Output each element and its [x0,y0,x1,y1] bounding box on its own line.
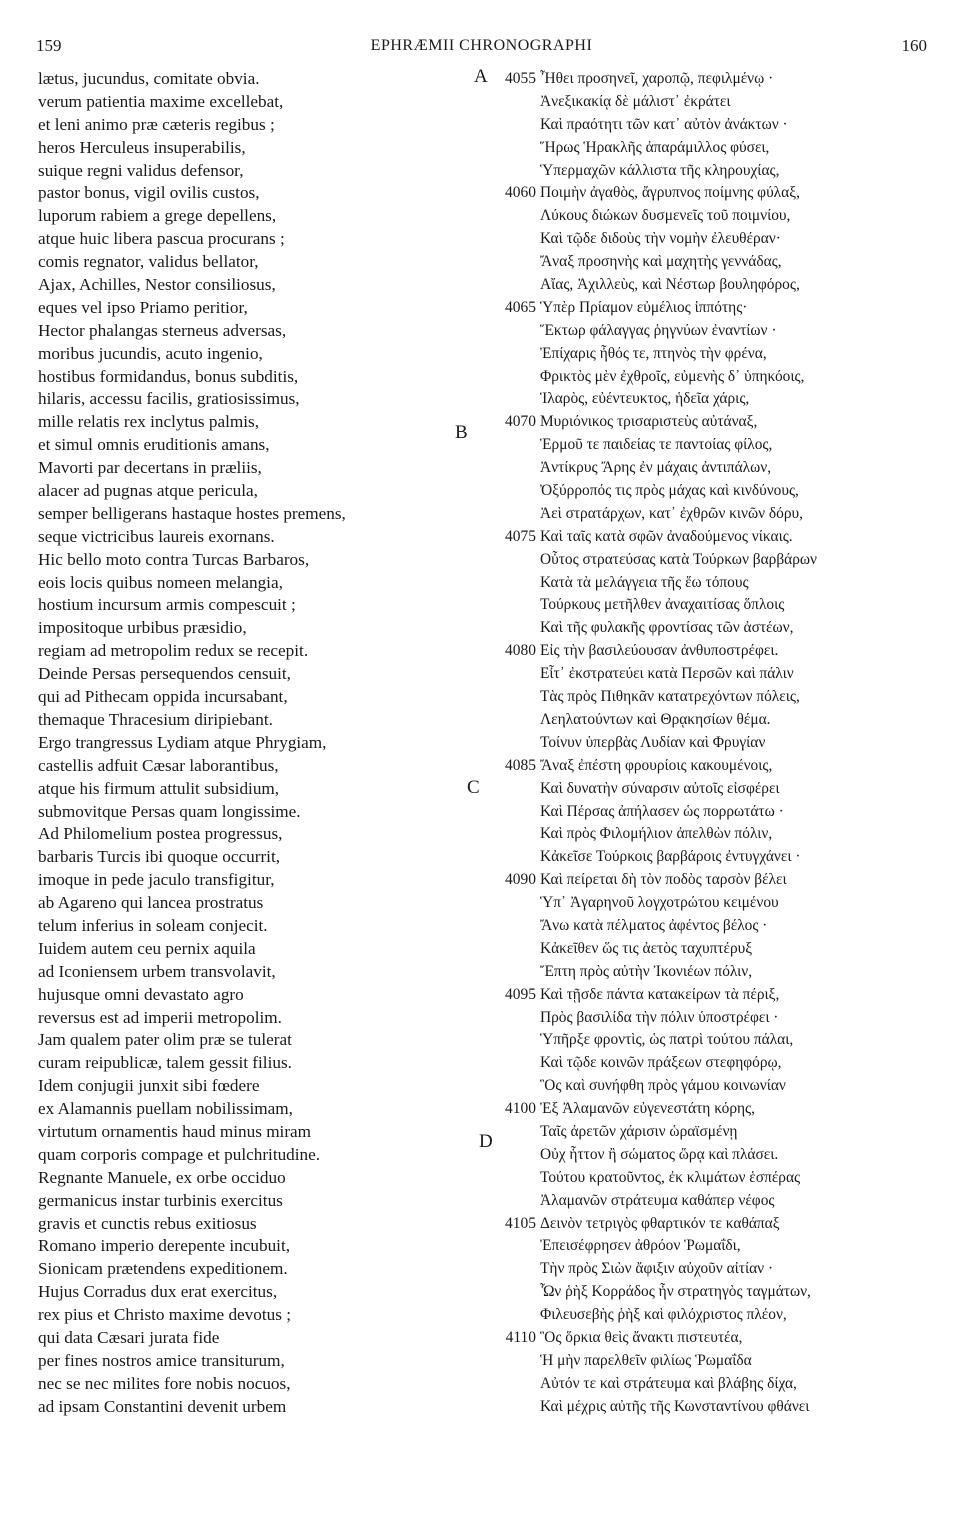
verse-number: 4100 [505,1100,536,1118]
greek-line-text: Ὑπῆρξε φροντὶς, ὡς πατρὶ τούτου πάλαι, [540,1031,794,1049]
latin-line: quam corporis compage et pulchritudine. [38,1144,321,1164]
greek-line-text: Φιλευσεβὴς ῥὴξ καὶ φιλόχριστος πλέον, [540,1306,787,1324]
greek-line-text: Ἀντίκρυς Ἄρης ἐν μάχαις ἀντιπάλων, [540,459,772,477]
greek-line [478,709,928,732]
greek-line-text: Μυριόνικος τρισαριστεὺς αὐτάναξ, [540,413,758,431]
greek-line-text: Ἕκτωρ φάλαγγας ῥηγνύων ἐναντίων · [540,321,777,339]
greek-line-text: Καὶ τῆς φυλακῆς φροντίσας τῶν ἀστέων, [540,619,794,637]
verse-number: 4055 [505,70,536,87]
greek-line-text: Ἀεὶ στρατάρχων, κατ᾽ ἐχθρῶν κινῶν δόρυ, [540,504,804,522]
latin-line: Sionicam prætendens expeditionem. [38,1259,288,1279]
greek-line [478,755,928,778]
greek-line-text: Ἔπτη πρὸς αὐτὴν Ἰκονιέων πόλιν, [540,962,753,980]
greek-line-text: Καὶ ταῖς κατὰ σφῶν ἀναδούμενος νίκαις. [540,527,793,545]
greek-line-text: Καὶ πραότητι τῶν κατ᾽ αὐτὸν ἀνάκτων · [540,115,788,133]
greek-line [478,572,928,595]
latin-line: curam reipublicæ, talem gessit filius. [38,1053,292,1073]
greek-line [478,1235,928,1258]
greek-line [478,869,928,892]
greek-line [478,228,928,251]
greek-line [478,480,928,503]
greek-line [478,1007,928,1030]
verse-number: 4085 [505,756,536,774]
greek-line [478,823,928,846]
latin-line: Idem conjugii junxit sibi fœdere [38,1076,260,1096]
greek-line [478,1396,928,1419]
greek-line [478,663,928,686]
greek-text-column [478,68,928,1419]
latin-line: barbaris Turcis ibi quoque occurrit, [38,847,281,867]
latin-line: mille relatis rex inclytus palmis, [38,412,260,432]
latin-line: suique regni validus defensor, [38,160,244,180]
latin-line: Hujus Corradus dux erat exercitus, [38,1282,278,1302]
greek-line-text: Ἀλαμανῶν στράτευμα καθάπερ νέφος [540,1191,775,1209]
latin-line: moribus jucundis, acuto ingenio, [38,343,263,363]
latin-line: luporum rabiem a grege depellens, [38,206,277,226]
greek-line-text: Καὶ τῇσδε πάντα κατακείρων τὰ πέριξ, [540,985,780,1003]
greek-line [478,732,928,755]
greek-line [478,617,928,640]
running-title: EPHRÆMII CHRONOGRAPHI [370,37,593,54]
page-number-right: 160 [901,36,927,55]
greek-line [478,526,928,549]
latin-line: submovitque Persas quam longissime. [38,801,301,821]
greek-line-text: Φρικτὸς μὲν ἐχθροῖς, εὐμενὴς δ᾽ ὑπηκόοις, [540,367,805,385]
latin-line: virtutum ornamentis haud minus miram [38,1121,312,1141]
latin-line: ex Alamannis puellam nobilissimam, [38,1099,293,1119]
greek-line-text: Κατὰ τὰ μελάγγεια τῆς ἕω τόπους [540,573,749,591]
latin-line: germanicus instar turbinis exercitus [38,1190,283,1210]
greek-line-text: Ὃς ὅρκια θεὶς ἄνακτι πιστευτέα, [540,1328,743,1346]
greek-line-text: Αὐτόν τε καὶ στράτευμα καὶ βλάβης δίχα, [540,1374,797,1392]
greek-line [478,205,928,228]
greek-line [478,91,928,114]
latin-line: hostibus formidandus, bonus subditis, [38,366,299,386]
greek-line [478,1029,928,1052]
greek-line [478,1144,928,1167]
verse-number: 4110 [505,1328,536,1346]
latin-line: qui ad Pithecam oppida incursabant, [38,687,288,707]
greek-line-text: Δεινὸν τετριγὸς φθαρτικόν τε καθάπαξ [540,1214,780,1232]
latin-line: Ajax, Achilles, Nestor consiliosus, [38,275,276,295]
greek-line [478,1098,928,1121]
latin-line: hujusque omni devastato agro [38,984,244,1004]
greek-line-text: Οὐχ ἧττον ἢ σώματος ὥρᾳ καὶ πλάσει. [540,1145,779,1163]
latin-line: castellis adfuit Cæsar laborantibus, [38,755,279,775]
greek-line [478,503,928,526]
greek-line [478,137,928,160]
latin-line: Ad Philomelium postea progressus, [38,824,283,844]
greek-line-text: Καὶ πρὸς Φιλομήλιον ἀπελθὼν πόλιν, [540,825,773,843]
greek-line [478,961,928,984]
verse-number: 4070 [505,413,536,431]
latin-translation-column [38,68,468,1419]
greek-line [478,1327,928,1350]
greek-line-text: Εἰς τὴν βασιλεύουσαν ἀνθυποστρέφει. [540,642,779,660]
greek-line [478,1052,928,1075]
greek-line-text: Ταῖς ἀρετῶν χάρισιν ὡραϊσμένῃ [540,1122,738,1140]
latin-line: ad ipsam Constantini devenit urbem [38,1396,287,1416]
latin-line: Romano imperio derepente incubuit, [38,1236,291,1256]
verse-number: 4075 [505,527,536,545]
greek-line-text: Καὶ δυνατὴν σύναρσιν αὐτοῖς εἰσφέρει [540,779,780,797]
latin-line: Hector phalangas sterneus adversas, [38,320,287,340]
latin-line: atque his firmum attulit subsidium, [38,778,280,798]
latin-line: ad Iconiensem urbem transvolavit, [38,961,276,981]
greek-line [478,801,928,824]
latin-line: qui data Cæsari jurata fide [38,1327,220,1347]
verse-number: 4090 [505,871,536,889]
greek-line [478,160,928,183]
greek-line-text: Ὑπ᾽ Ἀγαρηνοῦ λογχοτρώτου κειμένου [540,894,779,912]
greek-line [478,182,928,205]
latin-line: semper belligerans hastaque hostes premens, [38,503,346,523]
latin-line: reversus est ad imperii metropolim. [38,1007,282,1027]
latin-line: heros Herculeus insuperabilis, [38,137,246,157]
latin-line: pastor bonus, vigil ovilis custos, [38,183,260,203]
page-number-left: 159 [36,36,62,55]
latin-line: Deinde Persas persequendos censuit, [38,664,291,684]
latin-line: Hic bello moto contra Turcas Barbaros, [38,549,310,569]
greek-line [478,594,928,617]
latin-line: Jam qualem pater olim præ se tulerat [38,1030,292,1050]
greek-line-text: Ὀξύρροπός τις πρὸς μάχας καὶ κινδύνους, [540,482,799,500]
greek-line-text: Ἥρως Ἡρακλῆς ἀπαράμιλλος φύσει, [540,138,770,156]
greek-line-text: Κἀκεῖθεν ὥς τις ἀετὸς ταχυπτέρυξ [540,939,753,957]
greek-line-text: Τὰς πρὸς Πιθηκᾶν κατατρεχόντων πόλεις, [540,688,800,706]
verse-number: 4095 [505,985,536,1003]
margin-letter-a: A [474,66,488,87]
greek-line [478,343,928,366]
latin-line: lætus, jucundus, comitate obvia. [38,69,260,88]
latin-line: rex pius et Christo maxime devotus ; [38,1305,292,1325]
greek-line [478,1121,928,1144]
greek-line-text: Πρὸς βασιλίδα τὴν πόλιν ὑποστρέφει · [540,1008,779,1026]
latin-line: verum patientia maxime excellebat, [38,91,284,111]
greek-line-text: Καὶ Πέρσας ἀπήλασεν ὡς πορρωτάτω · [540,802,784,820]
latin-line: et leni animo præ cæteris regibus ; [38,114,275,134]
greek-line-text: Τὴν πρὸς Σιὼν ἄφιξιν αὐχοῦν αἰτίαν · [540,1260,774,1278]
verse-number: 4080 [505,642,536,660]
latin-line: seque victricibus laureis exornans. [38,526,275,546]
latin-line: atque huic libera pascua procurans ; [38,229,285,249]
greek-line-text: Ἐπεισέφρησεν ἀθρόον Ῥωμαΐδι, [540,1237,741,1255]
greek-line-text: Ἐξ Ἀλαμανῶν εὐγενεστάτη κόρης, [540,1100,755,1118]
greek-line-text: Τοίνυν ὑπερβὰς Λυδίαν καὶ Φρυγίαν [540,733,766,751]
greek-line [478,549,928,572]
greek-line [478,366,928,389]
greek-line-text: Ἦθει προσηνεῖ, χαροπῷ, πεφιλμένῳ · [540,70,774,87]
latin-line: ab Agareno qui lancea prostratus [38,893,264,913]
greek-line-text: Οὗτος στρατεύσας κατὰ Τούρκων βαρβάρων [540,550,817,568]
latin-line: comis regnator, validus bellator, [38,252,259,272]
greek-line [478,686,928,709]
greek-line [478,778,928,801]
greek-line [478,1075,928,1098]
latin-line: impositoque urbibus præsidio, [38,618,247,638]
greek-line-text: Ἱλαρὸς, εὐέντευκτος, ἡδεῖα χάρις, [540,390,750,408]
latin-line: alacer ad pugnas atque pericula, [38,481,258,501]
greek-line-text: Τούτου κρατοῦντος, ἐκ κλιμάτων ἑσπέρας [540,1168,801,1186]
latin-line: Regnante Manuele, ex orbe occiduo [38,1167,286,1187]
greek-line-text: Ἄναξ προσηνὴς καὶ μαχητὴς γεννάδας, [540,253,782,271]
greek-line [478,892,928,915]
greek-line-text: Ἄνω κατὰ πέλματος ἀφέντος βέλος · [540,916,768,934]
greek-line [478,1281,928,1304]
greek-line [478,457,928,480]
greek-line [478,274,928,297]
greek-line-text: Καὶ πείρεται δὴ τὸν ποδὸς ταρσὸν βέλει [540,871,787,889]
greek-line [478,1213,928,1236]
latin-line: Mavorti par decertans in præliis, [38,458,262,478]
latin-line: eois locis quibus nomeen melangia, [38,572,283,592]
greek-line-text: Τούρκους μετῆλθεν ἀναχαιτίσας ὅπλοις [540,596,785,614]
latin-line: imoque in pede jaculo transfigitur, [38,870,275,890]
greek-line [478,1190,928,1213]
margin-letter-d: D [479,1131,493,1152]
greek-line-text: Ὑπερμαχῶν κάλλιστα τῆς κληρουχίας, [540,161,780,179]
greek-line-text: Ἑρμοῦ τε παιδείας τε παντοίας φίλος, [540,436,773,454]
greek-line-text: Ἄναξ ἐπέστη φρουρίοις κακουμένοις, [540,756,773,774]
running-header [36,34,927,58]
greek-line [478,1373,928,1396]
latin-line: themaque Thracesium diripiebant. [38,709,273,729]
latin-line: nec se nec milites fore nobis nocuos, [38,1373,291,1393]
greek-line-text: Ὑπὲρ Πρίαμον εὐμέλιος ἱππότης· [540,298,748,316]
greek-line [478,434,928,457]
margin-letter-b: B [455,422,468,443]
greek-line-text: Ἡ μὴν παρελθεῖν φιλίως Ῥωμαΐδα [540,1351,752,1369]
greek-line [478,1304,928,1327]
greek-line [478,984,928,1007]
greek-line-text: Ποιμὴν ἀγαθὸς, ἄγρυπνος ποίμνης φύλαξ, [540,184,800,202]
greek-line [478,1350,928,1373]
latin-line: telum inferius in soleam conjecit. [38,915,268,935]
latin-line: et simul omnis eruditionis amans, [38,435,270,455]
greek-line [478,114,928,137]
latin-line: regiam ad metropolim redux se recepit. [38,641,309,661]
verse-number: 4065 [505,298,536,316]
latin-line: eques vel ipso Priamo peritior, [38,297,248,317]
greek-line [478,938,928,961]
greek-line [478,297,928,320]
greek-line [478,411,928,434]
greek-line [478,846,928,869]
verse-number: 4105 [505,1214,536,1232]
greek-line-text: Εἶτ᾽ ἐκστρατεύει κατὰ Περσῶν καὶ πάλιν [540,665,794,683]
latin-line: per fines nostros amice transiturum, [38,1350,285,1370]
greek-line [478,68,928,91]
latin-line: Iuidem autem ceu pernix aquila [38,938,256,958]
greek-line-text: Καὶ τῷδε κοινῶν πράξεων στεφηφόρῳ, [540,1054,782,1072]
greek-line-text: Κἀκεῖσε Τούρκοις βαρβάροις ἐντυγχάνει · [540,848,801,866]
greek-line-text: Λύκους διώκων δυσμενεῖς τοῦ ποιμνίου, [540,207,791,225]
greek-line-text: Καὶ τῷδε διδοὺς τὴν νομὴν ἐλευθέραν· [540,230,781,248]
margin-letter-c: C [467,777,480,798]
greek-line [478,915,928,938]
greek-line-text: Ὃς καὶ συνήφθη πρὸς γάμου κοινωνίαν [540,1077,786,1095]
greek-line-text: Καὶ μέχρις αὐτῆς τῆς Κωνσταντίνου φθάνει [540,1397,810,1415]
greek-line-text: Ἀνεξικακίᾳ δὲ μάλιστ᾽ ἐκράτει [540,92,731,110]
greek-line [478,1167,928,1190]
greek-line-text: Ἐπίχαρις ἦθός τε, πτηνὸς τὴν φρένα, [540,344,767,362]
greek-line [478,640,928,663]
latin-line: hostium incursum armis compescuit ; [38,595,296,615]
greek-line-text: Αἴας, Ἀχιλλεὺς, καὶ Νέστωρ βουληφόρος, [540,276,800,294]
latin-line: Ergo trangressus Lydiam atque Phrygiam, [38,732,327,752]
greek-line-text: Λεηλατούντων καὶ Θρᾳκησίων θέμα. [540,710,771,728]
greek-line [478,320,928,343]
verse-number: 4060 [505,184,536,202]
latin-line: hilaris, accessu facilis, gratiosissimus, [38,389,300,409]
greek-line-text: Ὧν ῥὴξ Κορράδος ἦν στρατηγὸς ταγμάτων, [540,1283,811,1301]
greek-line [478,1258,928,1281]
greek-line [478,251,928,274]
latin-line: gravis et cunctis rebus exitiosus [38,1213,257,1233]
greek-line [478,388,928,411]
